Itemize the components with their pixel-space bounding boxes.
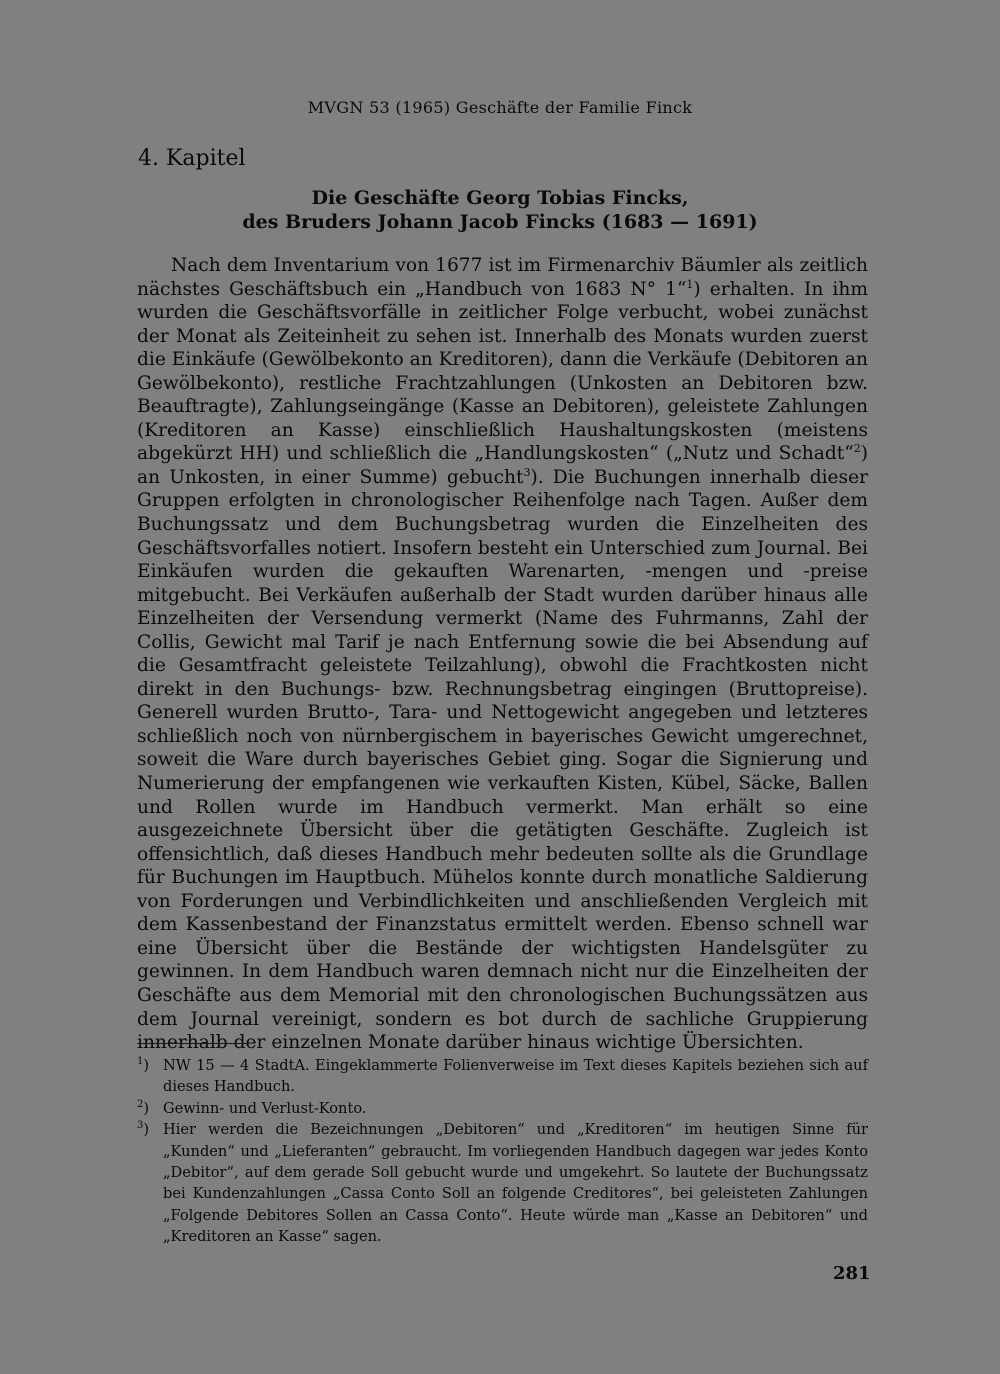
footnotes: [137, 1055, 868, 1248]
footnote-mark: $^3$): [137, 1120, 150, 1139]
footnote-mark: $^2$): [137, 1098, 150, 1117]
footnote-3: [137, 1119, 868, 1247]
footnote-text: NW 15 — 4 StadtA. Eingeklammerte Folienverweise im Text dieses Kapitels beziehen sich auf dieses Handbuch.: [163, 1057, 868, 1096]
body-text-part-3: ) an Unkosten, in einer Summe) gebucht: [137, 443, 868, 488]
chapter-heading: 4. Kapitel: [138, 146, 246, 171]
footnote-ref-1[interactable]: 1: [686, 277, 694, 291]
footnote-mark: $^1$): [137, 1056, 150, 1074]
footnote-divider: [137, 1043, 249, 1044]
body-paragraph: [137, 254, 868, 1055]
section-title-line-2: des Bruders Johann Jacob Fincks (1683 — 1691): [242, 211, 758, 233]
footnote-ref-3[interactable]: 3: [523, 465, 531, 479]
footnote-2: [137, 1098, 868, 1119]
body-text: [137, 254, 868, 1055]
footnote-1: [137, 1055, 868, 1098]
running-head: [0, 98, 1000, 117]
section-title: [200, 186, 800, 234]
body-text-part-2: ) erhalten. In ihm wurden die Geschäftsvorfälle in zeitlicher Folge verbucht, wobei zunächst der Monat als Zeiteinheit zu sehen ist. Innerhalb des Monats wurden zuerst die Einkäufe (Gewölbekonto an Kreditoren), dann die Verkäufe (Debitoren an Gewölbekonto), restliche Frachtzahlungen (Unkosten an Debitoren bzw. Beauftragte), Zahlungseingänge (Kasse an Debitoren), geleistete Zahlungen (Kreditoren an Kasse) einschließlich Haushaltungskosten (meistens abgekürzt HH) und schließlich die „Handlungskosten“ („Nutz und Schadt“: [137, 278, 868, 465]
running-head-text: MVGN 53 (1965) Geschäfte der Familie Finck: [307, 98, 693, 117]
footnote-text: Hier werden die Bezeichnungen „Debitoren“ und „Kreditoren“ im heutigen Sinne für „Kunden“ und „Lieferanten“ gebraucht. Im vorliegenden Handbuch dagegen war jedes Konto „Debitor“, auf dem gerade Soll gebucht wurde und umgekehrt. So lautete der Buchungssatz bei Kundenzahlungen „Cassa Conto Soll an folgende Creditores“, bei geleisteten Zahlungen „Folgende Debitores Sollen an Cassa Conto“. Heute würde man „Kasse an Debitoren“ und „Kreditoren an Kasse“ sagen.: [163, 1121, 868, 1246]
body-text-part-1: Nach dem Inventarium von 1677 ist im Firmenarchiv Bäumler als zeitlich nächstes Geschäftsbuch ein „Handbuch von 1683 N° 1“: [137, 255, 868, 300]
section-title-line-1: Die Geschäfte Georg Tobias Fincks,: [311, 187, 689, 209]
body-text-part-4: ). Die Buchungen innerhalb dieser Gruppen erfolgten in chronologischer Reihenfolge nach Tagen. Außer dem Buchungssatz und dem Buchungsbetrag wurden die Einzelheiten des Geschäftsvorfalles notiert. Insofern besteht ein Unterschied zum Journal. Bei Einkäufen wurden die gekauften Warenarten, -mengen und -preise mitgebucht. Bei Verkäufen außerhalb der Stadt wurden darüber hinaus alle Einzelheiten der Versendung vermerkt (Name des Fuhrmanns, Zahl der Collis, Gewicht mal Tarif je nach Entfernung sowie die bei Absendung auf die Gesamtfracht geleistete Teilzahlung), obwohl die Frachtkosten nicht direkt in den Buchungs- bzw. Rechnungsbetrag eingingen (Bruttopreise). Generell wurden Brutto-, Tara- und Nettogewicht angegeben und letzteres schließlich noch von nürnbergischem in bayerisches Gewicht umgerechnet, soweit die Ware durch bayerisches Gebiet ging. Sogar die Signierung und Numerierung der empfangenen wie verkauften Kisten, Kübel, Säcke, Ballen und Rollen wurde im Handbuch vermerkt. Man erhält so eine ausgezeichnete Übersicht über die getätigten Geschäfte. Zugleich ist offensichtlich, daß dieses Handbuch mehr bedeuten sollte als die Grundlage für Buchungen im Hauptbuch. Mühelos konnte durch monatliche Saldierung von Forderungen und Verbindlichkeiten und anschließenden Vergleich mit dem Kassenbestand der Finanzstatus ermittelt werden. Ebenso schnell war eine Übersicht über die Bestände der wichtigsten Handelsgüter zu gewinnen. In dem Handbuch waren demnach nicht nur die Einzelheiten der Geschäfte aus dem Memorial mit den chronologischen Buchungssätzen aus dem Journal vereinigt, sondern es bot durch de sachliche Gruppierung innerhalb der einzelnen Monate darüber hinaus wichtige Übersichten.: [137, 466, 868, 1054]
page-number: 281: [833, 1263, 871, 1284]
footnote-text: Gewinn- und Verlust-Konto.: [163, 1099, 367, 1117]
footnote-ref-2[interactable]: 2: [853, 442, 861, 456]
